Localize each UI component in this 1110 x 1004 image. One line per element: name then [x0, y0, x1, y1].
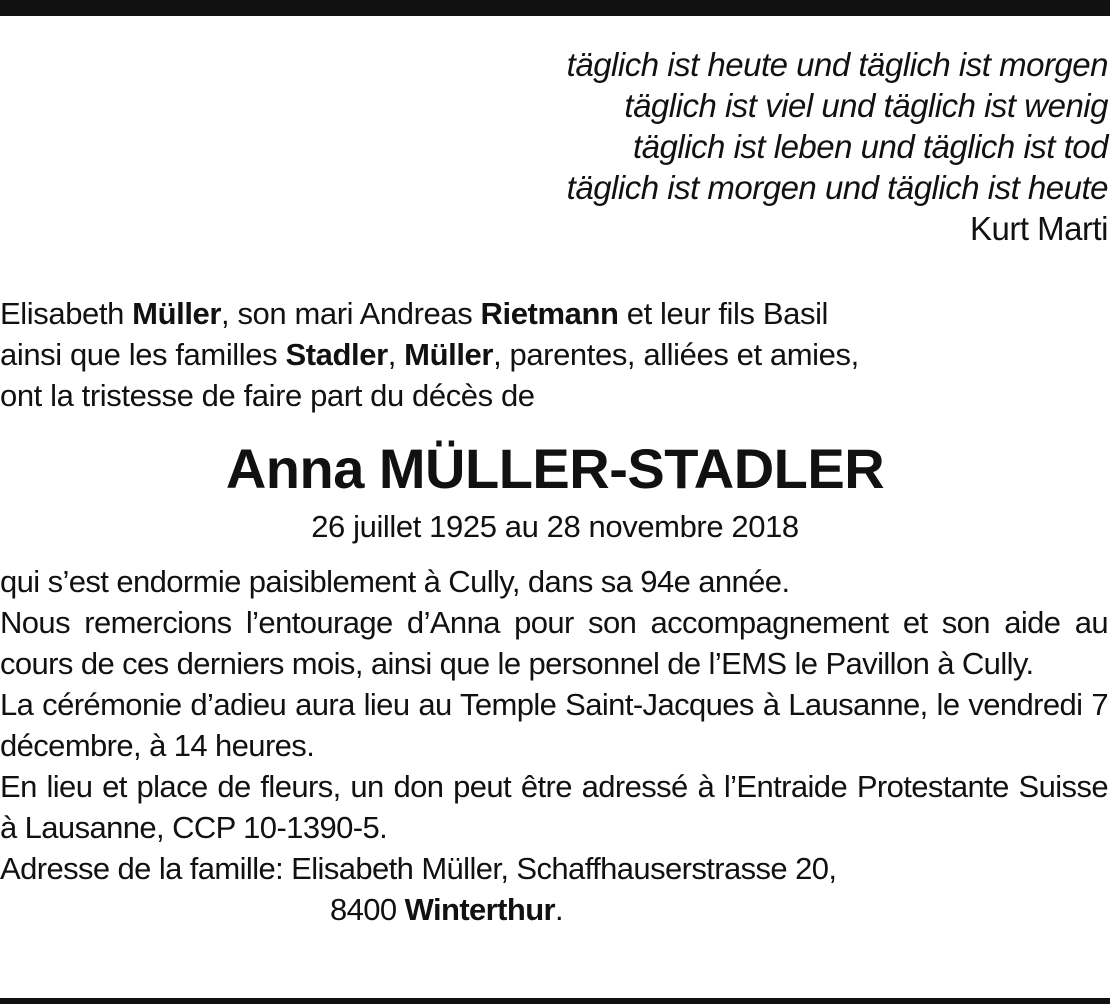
text-segment: Elisabeth — [0, 296, 133, 331]
postcode: 8400 — [330, 892, 405, 927]
city: Winterthur — [404, 892, 556, 927]
family-name: Müller — [404, 337, 494, 372]
top-rule — [0, 0, 1110, 16]
notice-paragraph: qui s’est endormie paisiblement à Cully, dans sa 94e année. — [0, 564, 790, 599]
text-segment: , son mari Andreas — [221, 296, 481, 331]
poem-line: täglich ist leben und täglich ist tod — [633, 128, 1108, 165]
family-line-3: ont la tristesse de faire part du décès de — [0, 378, 535, 413]
text-segment: et leur fils Basil — [618, 296, 829, 331]
family-name: Stadler — [285, 337, 388, 372]
address-city-line — [0, 889, 1108, 930]
notice-paragraph: La cérémonie d’adieu aura lieu au Temple Saint-Jacques à Lausanne, le vendredi 7 décembre, à 14 heures. — [0, 687, 1108, 763]
address-line: Adresse de la famille: Elisabeth Müller, Schaffhauserstrasse 20, — [0, 851, 837, 886]
text-segment: , — [387, 337, 405, 372]
text-segment: ainsi que les familles — [0, 337, 286, 372]
notice-body — [0, 561, 1108, 930]
text-segment: , parentes, alliées et amies, — [493, 337, 859, 372]
poem-line: täglich ist viel und täglich ist wenig — [624, 87, 1108, 124]
bottom-rule — [0, 998, 1110, 1004]
family-announcement — [0, 293, 859, 416]
family-line-1 — [0, 293, 859, 334]
family-name: Rietmann — [480, 296, 619, 331]
family-address — [0, 848, 1108, 930]
poem-author: Kurt Marti — [969, 210, 1108, 247]
family-name: Müller — [132, 296, 222, 331]
deceased-name: Anna MÜLLER-STADLER — [225, 437, 885, 500]
poem-line: täglich ist morgen und täglich ist heute — [566, 169, 1108, 206]
poem-line: täglich ist heute und täglich ist morgen — [566, 46, 1108, 83]
notice-paragraph: Nous remercions l’entourage d’Anna pour son accompagnement et son aide au cours de ces derniers mois, ainsi que le personnel de l’EMS le Pavillon à Cully. — [0, 605, 1108, 681]
poem-epigraph — [567, 44, 1108, 249]
text-segment: . — [555, 892, 564, 927]
life-dates: 26 juillet 1925 au 28 novembre 2018 — [311, 509, 799, 544]
notice-paragraph: En lieu et place de fleurs, un don peut être adressé à l’Entraide Protestante Suisse à Lausanne, CCP 10-1390-5. — [0, 769, 1108, 845]
family-line-2 — [0, 334, 859, 375]
